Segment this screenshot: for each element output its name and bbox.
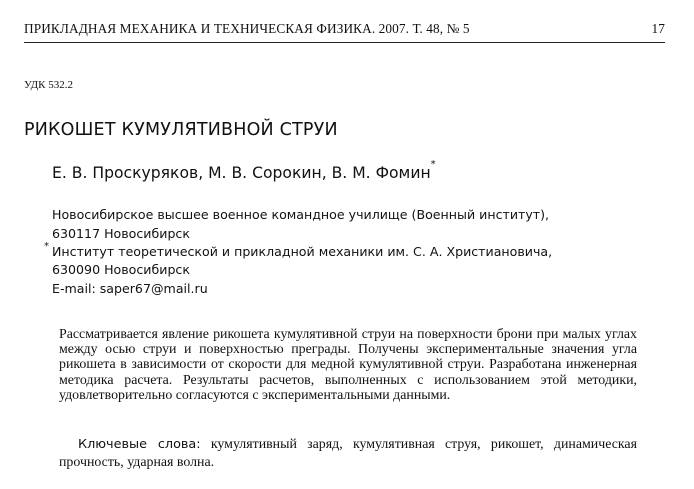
affiliation-2-city: 630090 Новосибирск [52,262,190,277]
contact-email[interactable]: E-mail: saper67@mail.ru [52,281,208,296]
keywords-label: Ключевые слова: [78,437,201,452]
keywords-text: кумулятивный заряд, кумулятивная струя, рикошет, динамическая прочность, ударная волна. [59,437,637,470]
affiliation-2: Институт теоретической и прикладной механики им. С. А. Христиановича, [52,244,553,259]
paper-title: РИКОШЕТ КУМУЛЯТИВНОЙ СТРУИ [24,120,338,140]
abstract [59,327,637,403]
udc-code: УДК 532.2 [24,79,74,91]
keywords [59,436,637,471]
abstract-text: Рассматривается явление рикошета кумулятивной струи на поверхности брони при малых углах между осью струи и поверхностью преграды. Получены экспериментальные значения угла рикошета в зависимости от скорости для медной кумулятивной струи. Разработана инженерная методика расчета. Результаты расчетов, выполненных с использованием этой методики, удовлетворительно согласуются с экспериментальными данными. [59,327,637,403]
journal-citation: ПРИКЛАДНАЯ МЕХАНИКА И ТЕХНИЧЕСКАЯ ФИЗИКА. 2007. Т. 48, № 5 [24,21,470,36]
affiliation-mark: * [430,159,436,170]
running-head [24,21,665,37]
affiliation-1-city: 630117 Новосибирск [52,226,190,241]
header-rule [24,42,665,43]
page-number: 17 [651,21,665,36]
author-list [52,159,436,183]
author-names: Е. В. Проскуряков, М. В. Сорокин, В. М. Фомин [52,164,431,183]
affiliation-1: Новосибирское высшее военное командное училище (Военный институт), [52,207,550,222]
affiliation-2-mark: * [44,241,49,252]
